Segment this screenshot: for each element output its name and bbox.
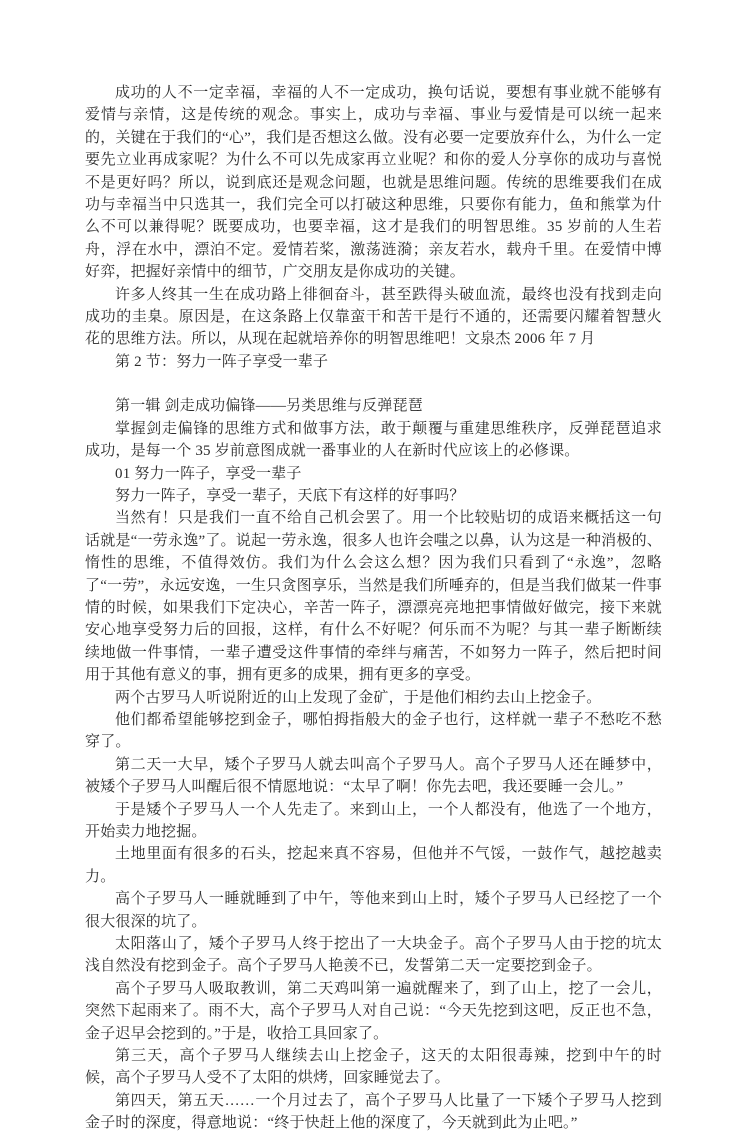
story-paragraph-sunset-gold: 太阳落山了，矮个子罗马人终于挖出了一大块金子。高个子罗马人由于挖的坑太浅自然没有挖到金子。高个子罗马人艳羡不已，发誓第二天一定要挖到金子。 <box>85 936 662 975</box>
paragraph-opening-question: 努力一阵子，享受一辈子，天底下有这样的好事吗？ <box>115 487 465 504</box>
section-2-heading: 第 2 节：努力一阵子享受一辈子 <box>115 353 329 370</box>
story-paragraph-short-roman-digs: 于是矮个子罗马人一个人先走了。来到山上，一个人都没有，他选了一个地方，开始卖力地挖掘。 <box>85 801 662 840</box>
story-paragraph-hope: 他们都希望能够挖到金子，哪怕拇指般大的金子也行，这样就一辈子不愁吃不愁穿了。 <box>85 711 662 751</box>
story-paragraph-day2-morning: 第二天一大早，矮个子罗马人就去叫高个子罗马人。高个子罗马人还在睡梦中，被矮个子罗马人叫醒后很不情愿地说：“太早了啊！你先去吧，我还要睡一会儿。” <box>85 756 662 796</box>
story-paragraph-day3-sun: 第三天，高个子罗马人继续去山上挖金子，这天的太阳很毒辣，挖到中午的时候，高个子罗马人受不了太阳的烘烤，回家睡觉去了。 <box>85 1048 662 1087</box>
story-paragraph-month-later: 第四天，第五天……一个月过去了，高个子罗马人比量了一下矮个子罗马人挖到金子时的深度，得意地说：“终于快赶上他的深度了，今天就到此为止吧。” <box>85 1092 662 1132</box>
volume-1-intro: 掌握剑走偏锋的思维方式和做事方法，敢于颠覆与重建思维秩序，反弹琵琶追求成功，是每一个 35 岁前意图成就一番事业的人在新时代应该上的必修课。 <box>85 420 662 460</box>
volume-1-heading: 第一辑 剑走成功偏锋——另类思维与反弹琵琶 <box>115 398 423 415</box>
story-paragraph-gold-mine: 两个古罗马人听说附近的山上发现了金矿，于是他们相约去山上挖金子。 <box>115 689 602 706</box>
paragraph-cultivate-wise-thinking: 许多人终其一生在成功路上徘徊奋斗，甚至跌得头破血流，最终也没有找到走向成功的圭臬。原因是，在这条路上仅靠蛮干和苦干是行不通的，还需要闪耀着智慧火花的思维方法。所以，从现在起就培养你的明智思维吧！文泉杰 2006 年 7 月 <box>85 286 662 348</box>
text-block <box>85 82 662 1135</box>
chapter-01-title: 01 努力一阵子，享受一辈子 <box>115 465 302 482</box>
story-paragraph-rain-excuse: 高个子罗马人吸取教训，第二天鸡叫第一遍就醒来了，到了山上，挖了一会儿，突然下起雨来了。雨不大，高个子罗马人对自己说：“今天先挖到这吧，反正也不急，金子迟早会挖到的。”于是，收拾工具回家了。 <box>85 980 662 1042</box>
paragraph-success-vs-happiness: 成功的人不一定幸福，幸福的人不一定成功，换句话说，要想有事业就不能够有爱情与亲情，这是传统的观念。事实上，成功与幸福、事业与爱情是可以统一起来的，关键在于我们的“心”，我们是否想这么做。没有必要一定要放弃什么，为什么一定要先立业再成家呢？为什么不可以先成家再立业呢？和你的爱人分享你的成功与喜悦不是更好吗？所以，说到底还是观念问题，也就是思维问题。传统的思维要我们在成功与幸福当中只选其一，我们完全可以打破这种思维，只要你有能力，鱼和熊掌为什么不可以兼得呢？既要成功，也要幸福，这才是我们的明智思维。35 岁前的人生若舟，浮在水中，漂泊不定。爱情若桨，激荡涟漪；亲友若水，载舟千里。在爱情中博好弈，把握好亲情中的细节，广交朋友是你成功的关键。 <box>85 85 662 281</box>
story-paragraph-tall-roman-noon: 高个子罗马人一睡就睡到了中午，等他来到山上时，矮个子罗马人已经挖了一个很大很深的坑了。 <box>85 891 662 930</box>
paragraph-yilao-yongyi: 当然有！只是我们一直不给自己机会罢了。用一个比较贴切的成语来概括这一句话就是“一劳永逸”了。说起一劳永逸，很多人也许会嗤之以鼻，认为这是一种消极的、惰性的思维，不值得效仿。我们为什么会这么想？因为我们只看到了“永逸”，忽略了“一劳”，永远安逸，一生只贪图享乐，当然是我们所唾弃的，但是当我们做某一件事情的时候，如果我们下定决心，辛苦一阵子，漂漂亮亮地把事情做好做完，接下来就安心地享受努力后的回报，这样，有什么不好呢？何乐而不为呢？与其一辈子断断续续地做一件事情，一辈子遭受这件事情的牵绊与痛苦，不如努力一阵子，然后把时间用于其他有意义的事，拥有更多的成果，拥有更多的享受。 <box>85 510 662 684</box>
story-paragraph-rocky-soil: 土地里面有很多的石头，挖起来真不容易，但他并不气馁，一鼓作气，越挖越卖力。 <box>85 846 662 885</box>
